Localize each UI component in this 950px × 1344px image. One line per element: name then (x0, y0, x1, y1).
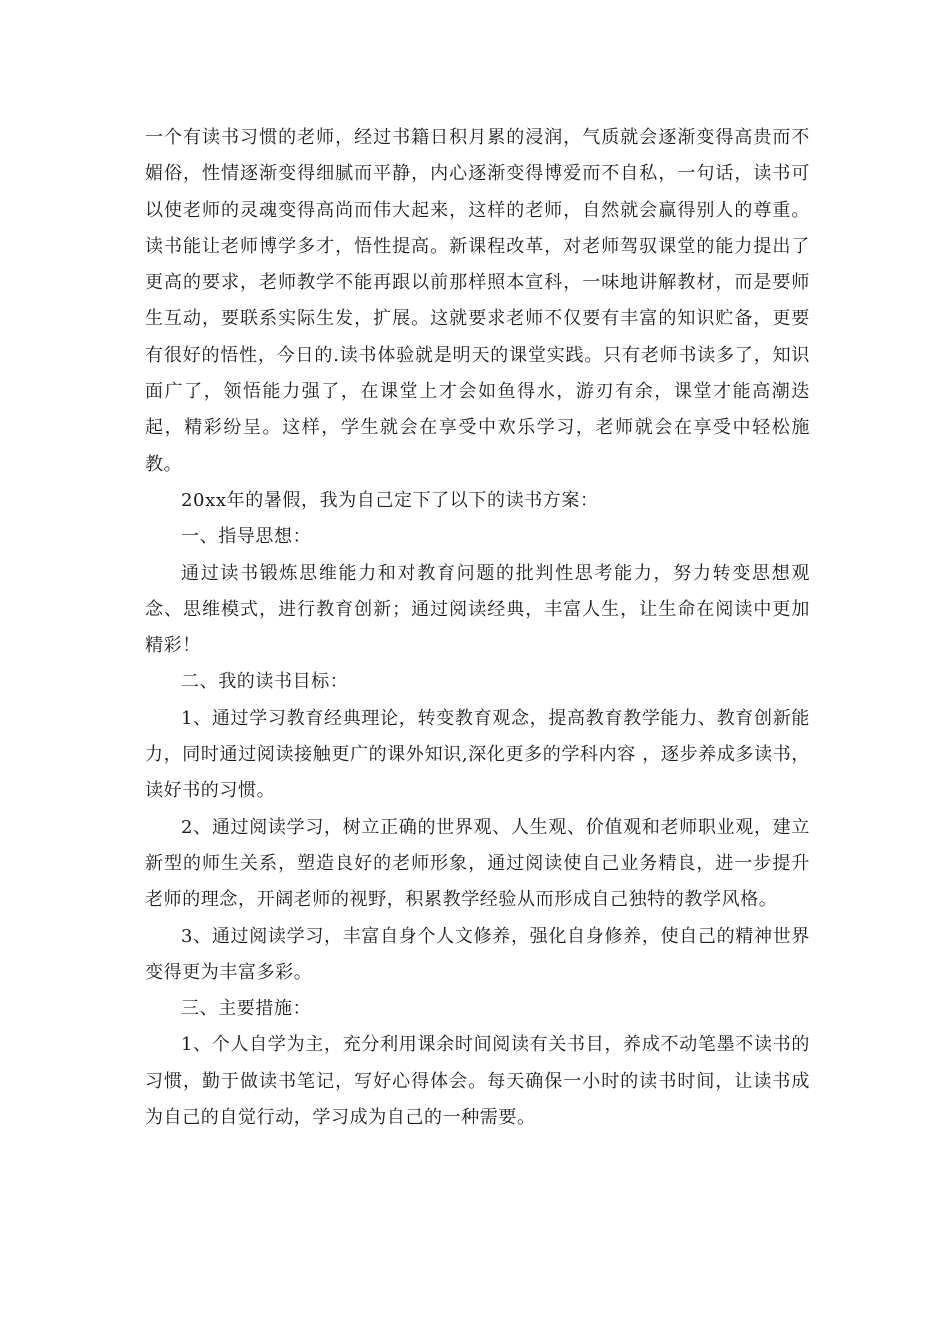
heading-main-measures: 三、主要措施： (181, 998, 312, 1020)
document-body (145, 120, 810, 1136)
paragraph-goal-3: 3、通过阅读学习，丰富自身个人文修养，强化自身修养，使自己的精神世界变得更为丰富多彩。 (145, 925, 810, 983)
paragraph-guiding-thought: 通过读书锻炼思维能力和对教育问题的批判性思考能力，努力转变思想观念、思维模式，进行教育创新；通过阅读经典，丰富人生，让生命在阅读中更加精彩！ (145, 562, 810, 657)
heading-reading-goals: 二、我的读书目标： (181, 671, 349, 693)
paragraph-measure-1: 1、个人自学为主，充分利用课余时间阅读有关书目，养成不动笔墨不读书的习惯，勤于做读书笔记，写好心得体会。每天确保一小时的读书时间，让读书成为自己的自觉行动，学习成为自己的一种需要。 (145, 1034, 810, 1129)
paragraph-intro: 一个有读书习惯的老师，经过书籍日积月累的浸润，气质就会逐渐变得高贵而不媚俗，性情逐渐变得细腻而平静，内心逐渐变得博爱而不自私，一句话，读书可以使老师的灵魂变得高尚而伟大起来，这样的老师，自然就会赢得别人的尊重。读书能让老师博学多才，悟性提高。新课程改革，对老师驾驭课堂的能力提出了更高的要求，老师教学不能再跟以前那样照本宣科，一味地讲解教材，而是要师生互动，要联系实际生发，扩展。这就要求老师不仅要有丰富的知识贮备，更要有很好的悟性，今日的.读书体验就是明天的课堂实践。只有老师书读多了，知识面广了，领悟能力强了，在课堂上才会如鱼得水，游刃有余，课堂才能高潮迭起，精彩纷呈。这样，学生就会在享受中欢乐学习，老师就会在享受中轻松施教。 (145, 127, 810, 475)
paragraph-summer-plan: 20xx年的暑假，我为自己定下了以下的读书方案： (181, 489, 599, 511)
heading-guiding-thought: 一、指导思想： (181, 526, 312, 548)
paragraph-goal-1: 1、通过学习教育经典理论，转变教育观念，提高教育教学能力、教育创新能力，同时通过阅读接触更广的课外知识,深化更多的学科内容 ，逐步养成多读书，读好书的习惯。 (145, 707, 810, 802)
paragraph-goal-2: 2、通过阅读学习，树立正确的世界观、人生观、价值观和老师职业观，建立新型的师生关系，塑造良好的老师形象，通过阅读使自己业务精良，进一步提升老师的理念，开阔老师的视野，积累教学经验从而形成自己独特的教学风格。 (145, 816, 810, 911)
